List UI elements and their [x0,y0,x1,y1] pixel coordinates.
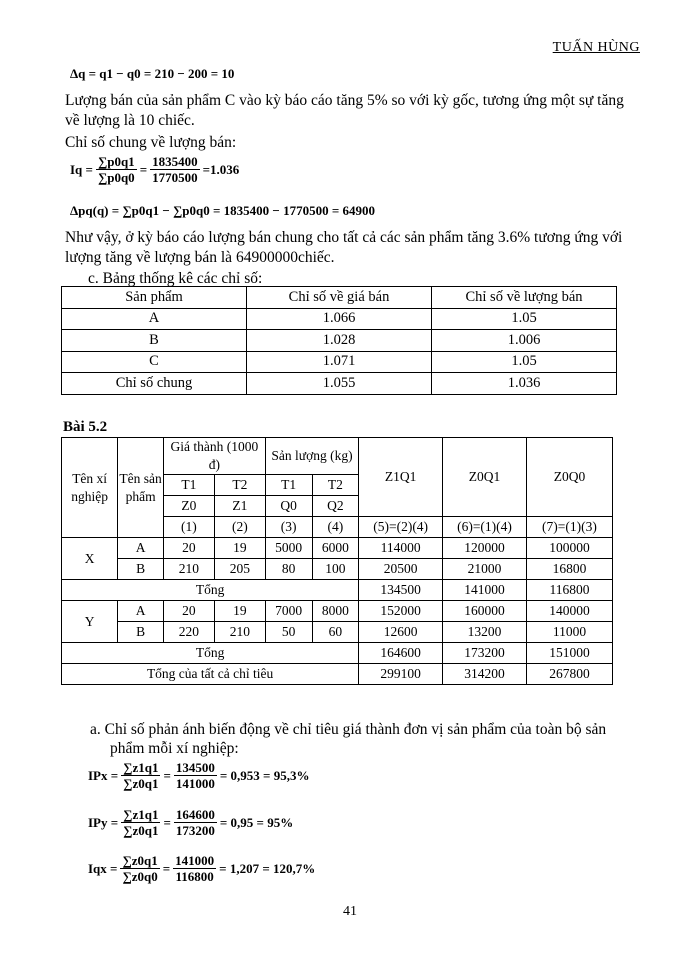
formula-fraction [121,760,160,791]
table-cell: 19 [214,601,265,622]
table-grand-total-row [62,664,613,685]
header-enterprise: Tên xí nghiệp [62,438,118,538]
formula-value-fraction [174,760,217,791]
paragraph-conclusion: Như vậy, ở kỳ báo cáo lượng bán chung cho tất cả các sản phẩm tăng 3.6% tương ứng với lượng tăng về lượng bán là 64900000chiếc. [65,229,623,266]
table-cell: B [62,330,247,352]
paragraph-general-index-heading: Chỉ số chung về lượng bán: [65,134,237,151]
formula-ipx [88,760,309,791]
table-row [62,330,617,352]
table-cell: B [118,622,164,643]
formula-lhs: IPx = [88,767,119,783]
formula-iq-eq: = [139,161,148,177]
subheader-cell: Z0 [163,496,214,517]
table-cell: 6000 [312,538,359,559]
formula-value-fraction [173,853,216,884]
header-product: Tên sản phẩm [118,438,164,538]
page-header-author: TUẤN HÙNG [552,40,640,55]
subheader-cell: T2 [312,475,359,496]
table-cell: 20 [163,601,214,622]
formula-num-val: 164600 [175,807,215,822]
enterprise-y-cell: Y [62,601,118,643]
table-cell: B [118,559,164,580]
table-cell: 205 [214,559,265,580]
table-cell: 140000 [526,601,612,622]
table-cell: 314200 [443,664,527,685]
header-z0q0: Z0Q0 [526,438,612,517]
grand-total-label-cell: Tổng của tất cả chỉ tiêu [62,664,359,685]
table-cell: 210 [214,622,265,643]
formula-iq-den-val: 1770500 [152,170,198,185]
table-cell: 1.071 [247,351,432,373]
formula-eq: = [162,860,171,876]
index-cell: (7)=(1)(3) [526,517,612,538]
total-label-cell: Tổng [62,580,359,601]
table-cell: 152000 [359,601,443,622]
index-cell: (1) [163,517,214,538]
table-cell: 21000 [443,559,527,580]
table-cell: 1.066 [247,308,432,330]
table-total-row [62,580,613,601]
formula-den: ∑z0q1 [123,776,159,791]
table-cell: 116800 [526,580,612,601]
table-cell: 20500 [359,559,443,580]
table-cell: Chỉ số chung [62,373,247,395]
formula-den: ∑z0q1 [123,823,159,838]
table-cell: 134500 [359,580,443,601]
formula-iq-num: ∑p0q1 [97,154,135,169]
table-cell: 60 [312,622,359,643]
table-cell: 100 [312,559,359,580]
table-cell: 1.036 [432,373,617,395]
table-cell: 114000 [359,538,443,559]
table-header-cell: Sản phẩm [62,287,247,309]
table-row [62,538,613,559]
header-z0q1: Z0Q1 [443,438,527,517]
table-row [62,622,613,643]
item-c-heading: c. Bảng thống kê các chỉ số: [88,270,263,287]
formula-result: = 1,207 = 120,7% [219,860,316,876]
index-cell: (4) [312,517,359,538]
table-cell: 267800 [526,664,612,685]
table-cell: 1.006 [432,330,617,352]
table-cell: 80 [265,559,312,580]
table-row [62,559,613,580]
table-row [62,308,617,330]
formula-iq-value-fraction [150,154,200,185]
formula-lhs: Iqx = [88,860,118,876]
table-header-row [62,287,617,309]
table-cell: 299100 [359,664,443,685]
formula-result: = 0,95 = 95% [219,814,294,830]
table-cell: 1.055 [247,373,432,395]
table-cell: 1.028 [247,330,432,352]
formula-num: ∑z0q1 [122,853,158,868]
subheader-cell: Z1 [214,496,265,517]
formula-value-fraction [174,807,217,838]
formula-iq-lhs: Iq = [70,161,93,177]
header-price: Giá thành (1000 đ) [163,438,265,475]
table-cell: 5000 [265,538,312,559]
formula-lhs: IPy = [88,814,119,830]
formula-fraction [120,853,159,884]
item-a-heading: a. Chỉ số phản ánh biến động về chỉ tiêu giá thành đơn vị sản phẩm của toàn bộ sản phẩm mỗi xí nghiệp: [90,721,607,757]
formula-iq-den: ∑p0q0 [97,170,135,185]
formula-iqx [88,853,315,884]
table-header-row [62,438,613,475]
table-cell: 141000 [443,580,527,601]
formula-den-val: 116800 [175,869,214,884]
table-cell: 11000 [526,622,612,643]
table-cell: 7000 [265,601,312,622]
table-cell: 1.05 [432,308,617,330]
index-summary-table [61,286,617,395]
table-cell: 100000 [526,538,612,559]
subheader-cell: Q0 [265,496,312,517]
index-cell: (6)=(1)(4) [443,517,527,538]
formula-delta-q: Δq = q1 − q0 = 210 − 200 = 10 [70,66,235,81]
table-cell: 8000 [312,601,359,622]
total-label-cell: Tổng [62,643,359,664]
table-total-row [62,643,613,664]
table-cell: 13200 [443,622,527,643]
table-cell: 210 [163,559,214,580]
formula-eq: = [163,767,171,783]
formula-delta-pq: Δpq(q) = ∑p0q1 − ∑p0q0 = 1835400 − 1770500 = 64900 [70,203,375,218]
table-row [62,601,613,622]
formula-num-val: 134500 [175,760,215,775]
index-cell: (2) [214,517,265,538]
formula-den-val: 173200 [175,823,215,838]
table-cell: A [62,308,247,330]
table-cell: 12600 [359,622,443,643]
table-row [62,373,617,395]
page-number: 41 [343,904,357,919]
subheader-cell: T1 [163,475,214,496]
table-cell: A [118,538,164,559]
paragraph-product-c: Lượng bán của sản phẩm C vào kỳ báo cáo tăng 5% so với kỳ gốc, tương ứng một sự tăng về lượng là 10 chiếc. [65,92,624,129]
header-output: Sản lượng (kg) [265,438,358,475]
formula-iq-result: =1.036 [202,161,240,177]
formula-num: ∑z1q1 [123,760,159,775]
header-z1q1: Z1Q1 [359,438,443,517]
table-cell: 173200 [443,643,527,664]
production-cost-table [61,437,613,685]
table-cell: 19 [214,538,265,559]
table-cell: 164600 [359,643,443,664]
table-header-cell: Chỉ số về giá bán [247,287,432,309]
formula-eq: = [163,814,171,830]
formula-den-val: 141000 [175,776,215,791]
formula-num: ∑z1q1 [123,807,159,822]
table-cell: C [62,351,247,373]
table-header-cell: Chỉ số về lượng bán [432,287,617,309]
table-cell: 50 [265,622,312,643]
table-cell: 20 [163,538,214,559]
formula-num-val: 141000 [175,853,215,868]
formula-den: ∑z0q0 [122,869,158,884]
table-cell: 160000 [443,601,527,622]
formula-result: = 0,953 = 95,3% [219,767,310,783]
formula-ipy [88,807,293,838]
formula-iq-fraction [96,154,137,185]
table-cell: 220 [163,622,214,643]
exercise-title: Bài 5.2 [63,419,108,435]
table-cell: 151000 [526,643,612,664]
table-cell: 1.05 [432,351,617,373]
table-cell: A [118,601,164,622]
formula-iq [70,154,239,185]
table-cell: 16800 [526,559,612,580]
formula-fraction [121,807,160,838]
subheader-cell: T1 [265,475,312,496]
enterprise-x-cell: X [62,538,118,580]
table-cell: 120000 [443,538,527,559]
subheader-cell: Q2 [312,496,359,517]
subheader-cell: T2 [214,475,265,496]
table-row [62,351,617,373]
index-cell: (3) [265,517,312,538]
formula-iq-num-val: 1835400 [152,154,198,169]
index-cell: (5)=(2)(4) [359,517,443,538]
